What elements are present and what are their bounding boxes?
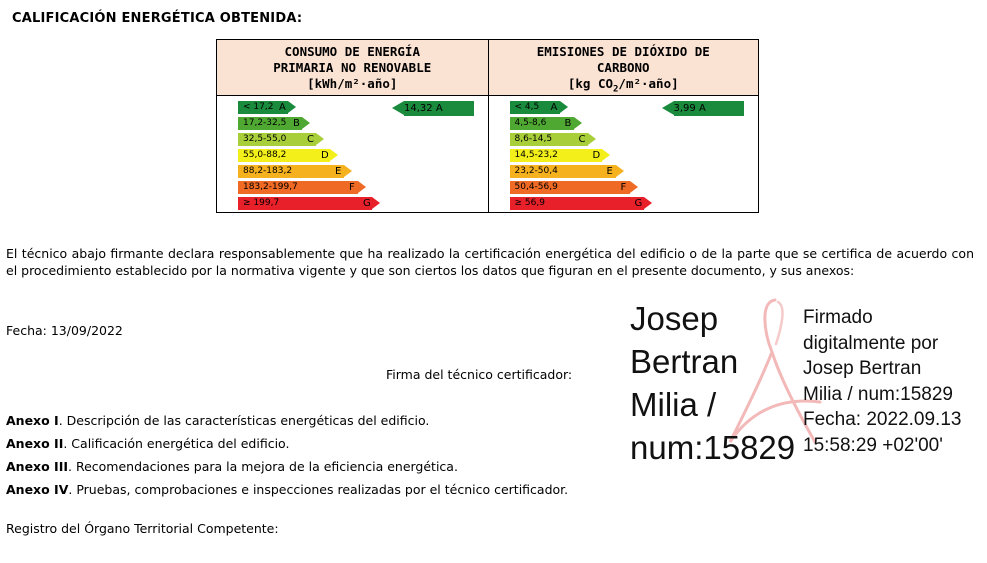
rating-bar-range: < 17,2 bbox=[243, 102, 274, 112]
co2-result-value: 3,99 A bbox=[673, 103, 706, 114]
rating-bar-range: ≥ 199,7 bbox=[243, 198, 280, 208]
signature-details: Firmado digitalmente por Josep Bertran Milia / num:15829 Fecha: 2022.09.13 15:58:29 +02'00' bbox=[803, 307, 962, 456]
signer-name: Josep Bertran Milia / num:15829 bbox=[630, 300, 796, 466]
annex-item: Anexo II. Calificación energética del edificio. bbox=[6, 436, 290, 451]
rating-bar-letter: F bbox=[620, 182, 627, 193]
energy-result-value: 14,32 A bbox=[404, 103, 443, 114]
rating-bar-range: 55,0-88,2 bbox=[243, 150, 287, 160]
co2-emissions-header bbox=[489, 40, 759, 96]
rating-bar-range: < 4,5 bbox=[514, 102, 540, 112]
rating-bar-letter: D bbox=[321, 150, 329, 161]
energy-consumption-panel bbox=[217, 40, 488, 212]
energy-header-line-2: PRIMARIA NO RENOVABLE bbox=[273, 60, 432, 75]
rating-bar-range: 88,2-183,2 bbox=[243, 166, 293, 176]
co2-header-line-1: EMISIONES DE DIÓXIDO DE bbox=[536, 44, 710, 59]
rating-bar-letter: F bbox=[349, 182, 355, 193]
date-text: Fecha: 13/09/2022 bbox=[6, 323, 123, 338]
rating-bar-letter: B bbox=[293, 118, 300, 129]
rating-bar-range: 32,5-55,0 bbox=[243, 134, 287, 144]
rating-bar-letter: G bbox=[634, 198, 643, 209]
co2-header-unit: [kg $CO_2/m^2\cdot año$] bbox=[567, 76, 679, 95]
rating-bar-letter: G bbox=[363, 198, 371, 209]
declaration-text: El técnico abajo firmante declara responsablemente que ha realizado la certificación energética del edificio o de la parte que se certifica de acuerdo con el procedimiento establecido por la normativa vigente y que son ciertos los datos que figuran en el presente documento, y sus anexos: bbox=[6, 246, 974, 278]
annex-item: Anexo IV. Pruebas, comprobaciones e inspecciones realizadas por el técnico certificador. bbox=[6, 482, 569, 497]
rating-bar-range: 183,2-199,7 bbox=[243, 182, 298, 192]
rating-bar-letter: B bbox=[564, 118, 572, 129]
rating-bar-range: ≥ 56,9 bbox=[514, 198, 545, 208]
rating-bar-letter: C bbox=[578, 134, 586, 145]
co2-header-line-2: CARBONO bbox=[596, 60, 650, 75]
registry-label: Registro del Órgano Territorial Competente: bbox=[6, 521, 279, 536]
rating-bar-letter: E bbox=[606, 166, 613, 177]
rating-bar-range: 23,2-50,4 bbox=[514, 166, 558, 176]
rating-bar-range: 8,6-14,5 bbox=[514, 134, 553, 144]
section-title: CALIFICACIÓN ENERGÉTICA OBTENIDA: bbox=[12, 11, 303, 26]
annex-list bbox=[6, 409, 568, 501]
energy-result-arrow bbox=[392, 101, 404, 115]
energy-header-line-1: CONSUMO DE ENERGÍA bbox=[284, 44, 420, 59]
rating-bar-range: 17,2-32,5 bbox=[243, 118, 287, 128]
annex-item: Anexo III. Recomendaciones para la mejora de la eficiencia energética. bbox=[6, 459, 458, 474]
energy-rating-table bbox=[216, 39, 759, 213]
rating-bar-letter: E bbox=[335, 166, 342, 177]
rating-bar-letter: A bbox=[550, 102, 558, 113]
rating-bar-letter: C bbox=[307, 134, 314, 145]
rating-bar-letter: D bbox=[592, 150, 601, 161]
rating-bar-range: 50,4-56,9 bbox=[514, 182, 558, 192]
rating-bar-letter: A bbox=[279, 102, 286, 113]
co2-emissions-panel bbox=[488, 40, 759, 212]
annex-item: Anexo I. Descripción de las características energéticas del edificio. bbox=[6, 413, 430, 428]
rating-bar-range: 4,5-8,6 bbox=[514, 118, 547, 128]
energy-header-unit: [kWh/m²·año] bbox=[307, 76, 398, 91]
signature-label: Firma del técnico certificador: bbox=[386, 367, 573, 382]
energy-consumption-header bbox=[217, 40, 488, 96]
co2-result-arrow bbox=[662, 101, 674, 115]
rating-bar-range: 14,5-23,2 bbox=[514, 150, 558, 160]
